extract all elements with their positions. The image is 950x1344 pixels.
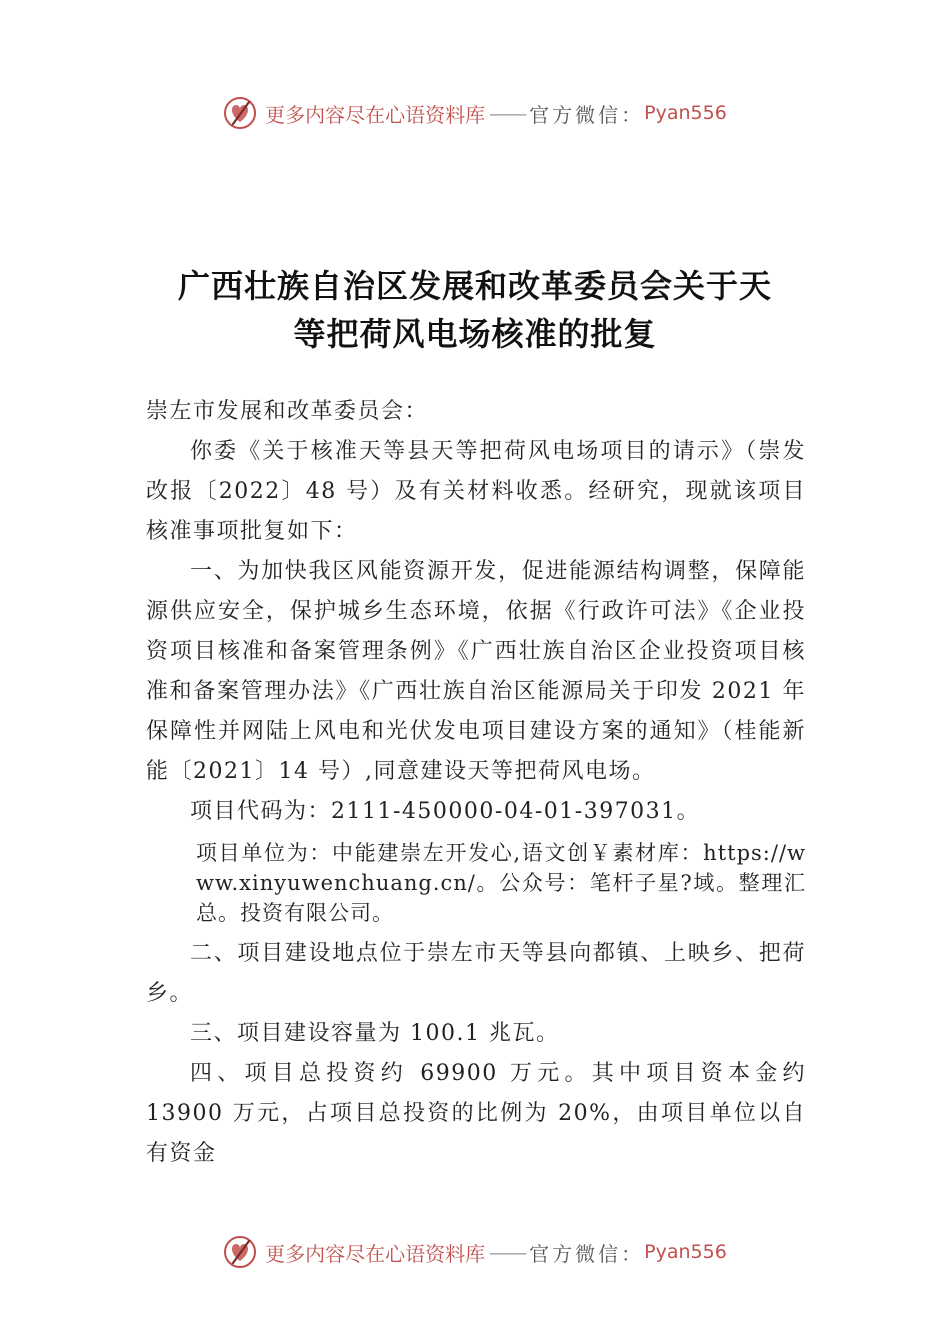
- banner-wechat-label: 官方微信：: [529, 1241, 645, 1266]
- paragraph-project-unit: 项目单位为：中能建崇左开发心,语文创￥素材库：https://www.xinyuwenchuang.cn/。公众号：笔杆子星?域。整理汇总。投资有限公司。: [196, 841, 806, 925]
- banner-brand-text: 更多内容尽在心语资料库: [265, 102, 486, 127]
- addressee: 崇左市发展和改革委员会：: [146, 399, 429, 424]
- heart-pen-logo-icon: [223, 96, 257, 130]
- banner-separator: ——: [489, 101, 526, 125]
- paragraph-intro: 你委《关于核准天等县天等把荷风电场项目的请示》（崇发改报〔2022〕48 号）及有关材料收悉。经研究，现就该项目核准事项批复如下：: [146, 439, 806, 544]
- footer-watermark-banner: [0, 1232, 950, 1272]
- document-body: [146, 392, 806, 1174]
- banner-brand-text: 更多内容尽在心语资料库: [265, 1241, 486, 1266]
- paragraph-section-2: 二、项目建设地点位于崇左市天等县向都镇、上映乡、把荷乡。: [146, 941, 806, 1006]
- banner-separator: ——: [489, 1240, 526, 1264]
- title-line-2: 等把荷风电场核准的批复: [293, 315, 657, 353]
- document-title: [110, 262, 840, 358]
- paragraph-section-4: 四、项目总投资约 69900 万元。其中项目资本金约 13900 万元，占项目总投资的比例为 20%，由项目单位以自有资金: [146, 1061, 806, 1166]
- paragraph-section-3: 三、项目建设容量为 100.1 兆瓦。: [190, 1021, 560, 1046]
- banner-wechat-id: Pyan556: [644, 102, 727, 124]
- paragraph-section-1: 一、为加快我区风能资源开发，促进能源结构调整，保障能源供应安全，保护城乡生态环境，依据《行政许可法》《企业投资项目核准和备案管理条例》《广西壮族自治区企业投资项目核准和备案管理办法》《广西壮族自治区能源局关于印发 2021 年保障性并网陆上风电和光伏发电项目建设方案的通知》（桂能新能〔2021〕14 号）,同意建设天等把荷风电场。: [146, 559, 806, 784]
- heart-pen-logo-icon: [223, 1235, 257, 1269]
- header-watermark-banner: [0, 93, 950, 133]
- paragraph-project-code: 项目代码为：2111-450000-04-01-397031。: [190, 799, 701, 824]
- title-line-1: 广西壮族自治区发展和改革委员会关于天: [177, 267, 772, 305]
- banner-wechat-id: Pyan556: [644, 1241, 727, 1263]
- banner-wechat-label: 官方微信：: [529, 102, 645, 127]
